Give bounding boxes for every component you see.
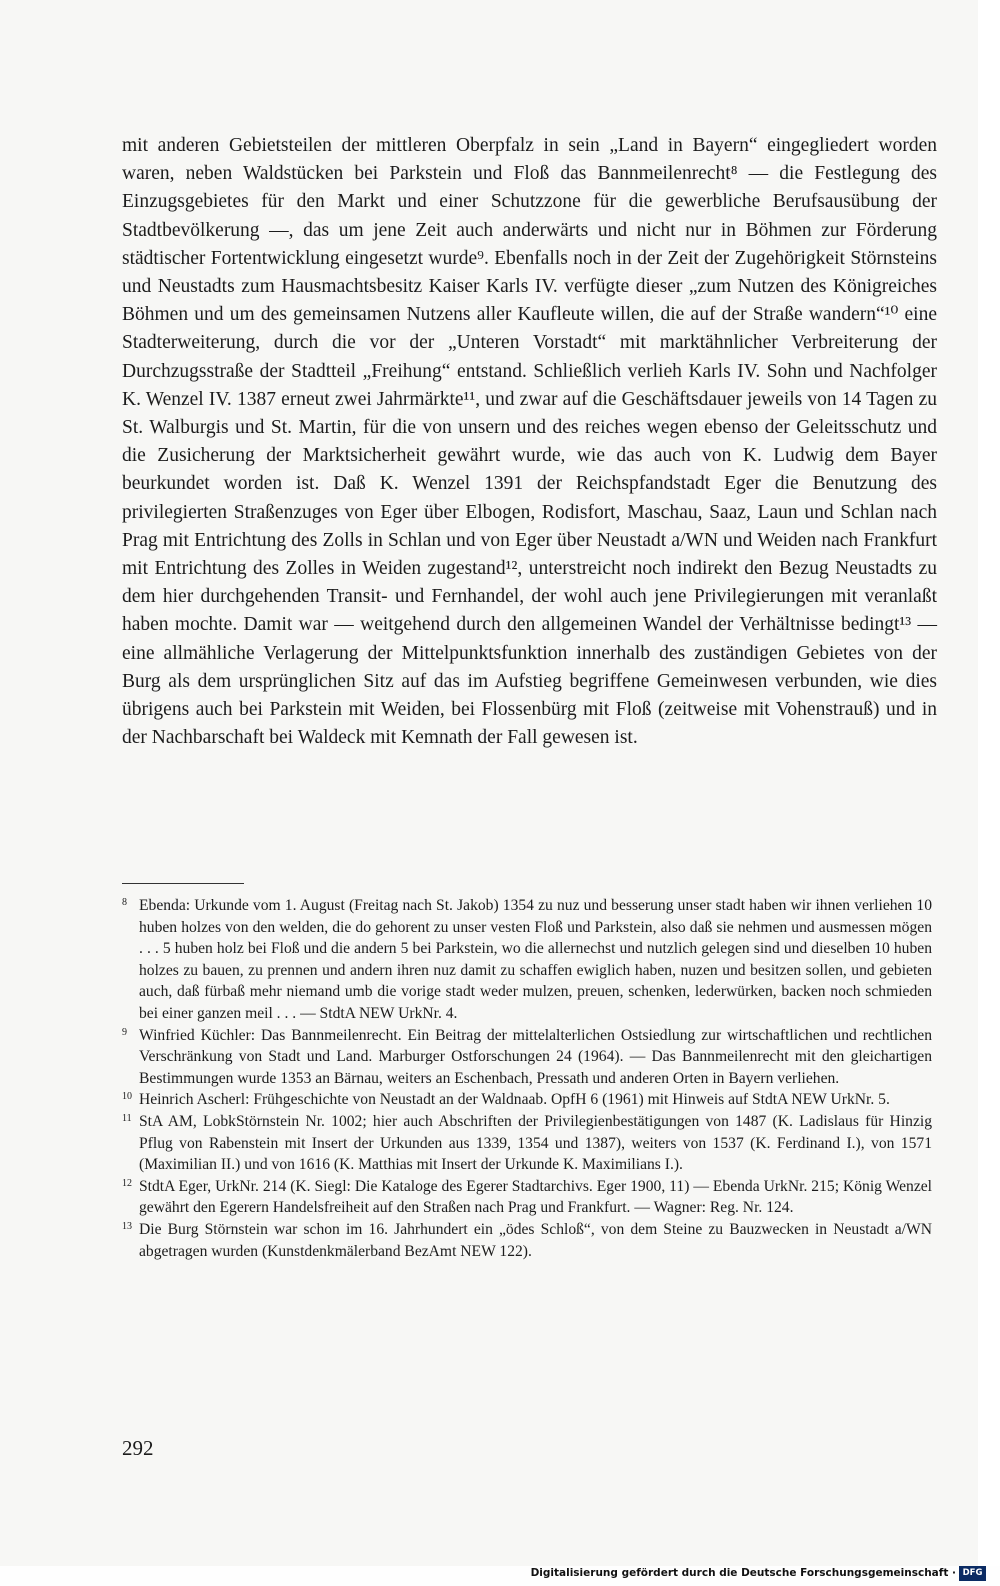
footnote-text: StA AM, LobkStörnstein Nr. 1002; hier auch Abschriften der Privilegienbestätigungen von 1487 (K. Ladislaus für Hinzig Pflug von Rabenstein mit Insert der Urkunden aus 1339, 1354 und 1387), weiters von 1537 (K. Ferdinand I.), von 1571 (Maximilian II.) und von 1616 (K. Matthias mit Insert der Urkunde K. Maximilians I.). bbox=[139, 1112, 932, 1174]
footnote-11 bbox=[122, 1111, 932, 1176]
footnote-number: 13 bbox=[122, 1220, 132, 1232]
footnote-number: 9 bbox=[122, 1026, 127, 1038]
footnote-8 bbox=[122, 895, 932, 1025]
footnotes bbox=[122, 895, 932, 1262]
footnote-9 bbox=[122, 1025, 932, 1090]
footnote-number: 12 bbox=[122, 1177, 132, 1189]
footnote-separator bbox=[122, 883, 244, 884]
footnote-text: Ebenda: Urkunde vom 1. August (Freitag nach St. Jakob) 1354 zu nuz und besserung unser stadt haben wir ihnen verliehen 10 huben holzes von den welden, die do gehorent zu unser vesten Floß und Parkstein, also daß sie nehmen und ausmessen mögen . . . 5 huben holz bei Floß und die andern 5 bei Parkstein, wo die allernechst und nutzlich gelegen sind und dieselben 10 huben holzes zu bauen, zu prennen und andern ihren nuz damit zu schaffen ewiglich haben, nuzen und besitzen sollen, und gebieten auch, daß fürbaß mehr niemand umb die vorige stadt weder mulzen, preuen, schenken, lederwürken, backen noch schmieden bei einer ganzen meil . . . — StdtA NEW UrkNr. 4. bbox=[139, 897, 932, 1022]
footnote-10 bbox=[122, 1089, 932, 1111]
page-number: 292 bbox=[122, 1436, 154, 1460]
body-text bbox=[122, 132, 937, 752]
footnote-number: 10 bbox=[122, 1091, 132, 1103]
footnote-number: 8 bbox=[122, 897, 127, 908]
main-paragraph: mit anderen Gebietsteilen der mittleren Oberpfalz in sein „Land in Bayern“ eingegliedert worden waren, neben Waldstücken bei Parkstein und Floß das Bannmeilenrecht⁸ — die Festlegung des Einzugsgebietes für den Markt und einer Schutzzone für die gewerbliche Berufsausübung der Stadtbevölkerung —, das um jene Zeit auch anderwärts und nicht nur in Böhmen zur Förderung städtischer Fortentwicklung eingesetzt wurde⁹. Ebenfalls noch in der Zeit der Zugehörigkeit Störnsteins und Neustadts zum Hausmachtsbesitz Kaiser Karls IV. verfügte dieser „zum Nutzen des Königreiches Böhmen und um des gemeinsamen Nutzens aller Kaufleute willen, die auf der Straße wandern“¹⁰ eine Stadterweiterung, durch die vor der „Unteren Vorstadt“ mit marktähnlicher Verbreiterung der Durchzugsstraße der Stadtteil „Freihung“ entstand. Schließlich verlieh Karls IV. Sohn und Nachfolger K. Wenzel IV. 1387 erneut zwei Jahrmärkte¹¹, und zwar auf die Geschäftsdauer jeweils von 14 Tagen zu St. Walburgis und St. Martin, für die von unsern und des reiches wegen ebenso der Geleitsschutz und die Zusicherung der Marktsicherheit gewährt wurde, wie das auch von K. Ludwig dem Bayer beurkundet worden ist. Daß K. Wenzel 1391 der Reichspfandstadt Eger die Benutzung des privilegierten Straßenzuges von Eger über Elbogen, Rodisfort, Maschau, Saaz, Laun und Schlan nach Prag mit Entrichtung des Zolls in Schlan und von Eger über Neustadt a/WN und Weiden nach Frankfurt mit Entrichtung des Zolles in Weiden zugestand¹², unterstreicht noch indirekt den Bezug Neustadts zu dem hier durchgehenden Transit- und Fernhandel, der wohl auch jene Privilegierungen mit veranlaßt haben mochte. Damit war — weitgehend durch den allgemeinen Wandel der Verhältnisse bedingt¹³ — eine allmähliche Verlagerung der Mittelpunktsfunktion innerhalb des zuständigen Gebietes von der Burg als dem ursprünglichen Sitz auf das im Aufstieg begriffene Gemeinwesen verbunden, wie dies übrigens auch bei Parkstein mit Weiden, bei Flossenbürg mit Floß (zeitweise mit Vohenstrauß) und in der Nachbarschaft bei Waldeck mit Kemnath der Fall gewesen ist. bbox=[122, 135, 937, 749]
footnote-number: 11 bbox=[122, 1112, 132, 1124]
footnote-13 bbox=[122, 1219, 932, 1262]
footnote-text: StdtA Eger, UrkNr. 214 (K. Siegl: Die Kataloge des Egerer Stadtarchivs. Eger 1900, 11) — Ebenda UrkNr. 215; König Wenzel gewährt den Egerern Handelsfreiheit auf den Straßen nach Prag und Frankfurt. — Wagner: Reg. Nr. 124. bbox=[139, 1177, 932, 1217]
footnote-text: Winfried Küchler: Das Bannmeilenrecht. Ein Beitrag der mittelalterlichen Ostsiedlung zur wirtschaftlichen und rechtlichen Verschränkung von Stadt und Land. Marburger Ostforschungen 24 (1964). — Das Bannmeilenrecht mit den gleichartigen Bestimmungen wurde 1353 an Bärnau, weiters an Eschenbach, Pressath und anderen Orten in Bayern verliehen. bbox=[139, 1026, 932, 1087]
digitization-credit: Digitalisierung gefördert durch die Deutsche Forschungsgemeinschaft · bbox=[530, 1567, 956, 1579]
footnote-text: Die Burg Störnstein war schon im 16. Jahrhundert ein „ödes Schloß“, von dem Steine zu Bauzwecken in Neustadt a/WN abgetragen wurden (Kunstdenkmälerband BezAmt NEW 122). bbox=[139, 1220, 932, 1260]
footnote-12 bbox=[122, 1176, 932, 1219]
dfg-logo: DFG bbox=[959, 1566, 986, 1581]
page-margin bbox=[978, 0, 1000, 1566]
footnote-text: Heinrich Ascherl: Frühgeschichte von Neustadt an der Waldnaab. OpfH 6 (1961) mit Hinweis auf StdtA NEW UrkNr. 5. bbox=[139, 1091, 890, 1109]
